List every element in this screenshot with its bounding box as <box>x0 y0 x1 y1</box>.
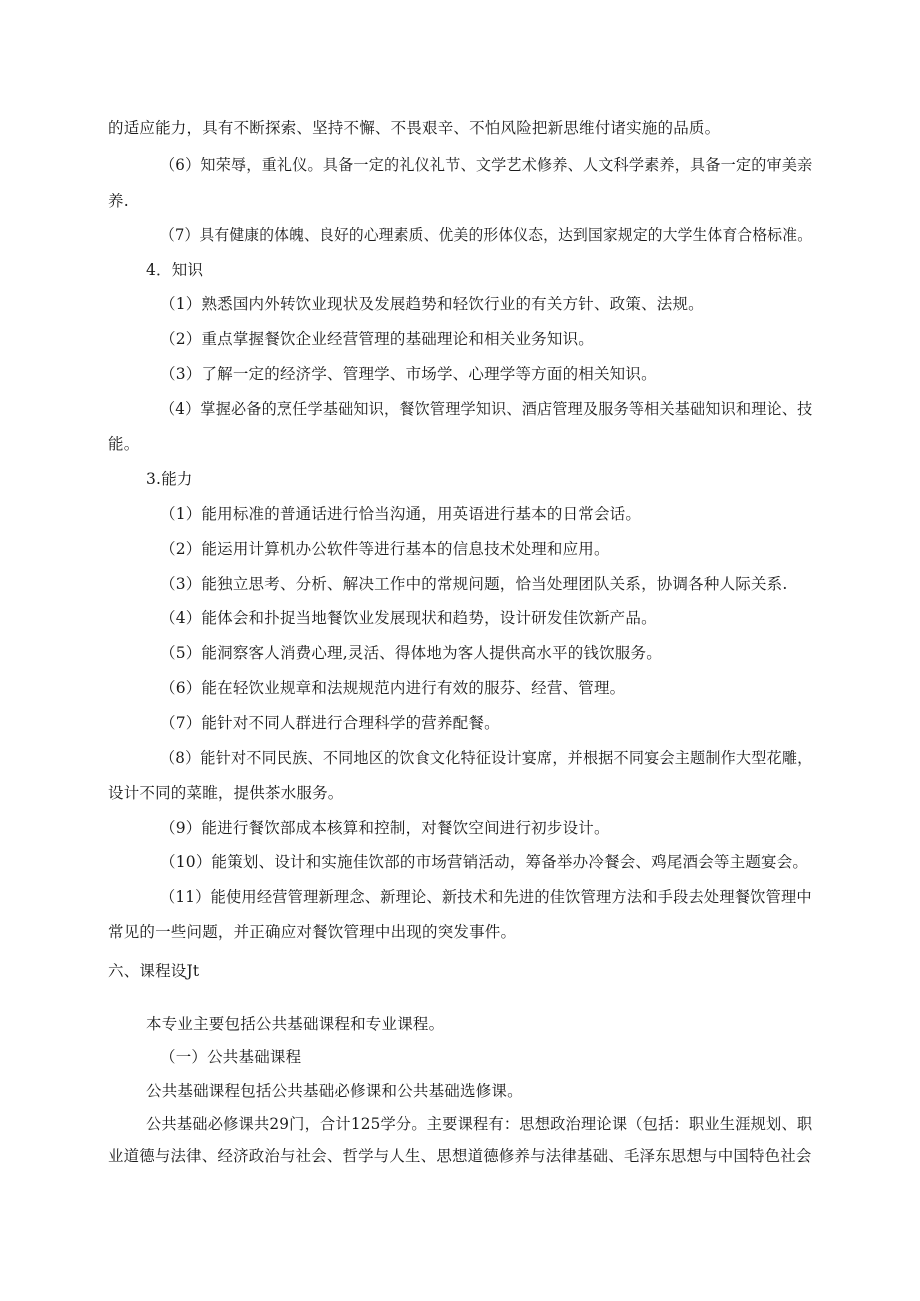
paragraph-line: 公共基础必修课共29门，合计125学分。主要课程有：思想政治理论课（包括：职业生涯规划、职 <box>146 1115 813 1133</box>
paragraph-line: 本专业主要包括公共基础课程和专业课程。 <box>146 1015 445 1033</box>
paragraph-line: （11）能使用经营管理新理念、新理论、新技术和先进的佳饮管理方法和手段去处理餐饮管理中 <box>160 888 812 906</box>
paragraph-line: （2）重点掌握餐饮企业经营管理的基础理论和相关业务知识。 <box>160 330 594 348</box>
section-heading: 六、课程设Jt <box>108 962 200 980</box>
paragraph-line: 的适应能力，具有不断探索、坚持不懈、不畏艰辛、不怕风险把新思维付诸实施的品质。 <box>108 119 721 137</box>
subsection-heading: （一）公共基础课程 <box>160 1048 302 1066</box>
paragraph-line: （1）熟悉国内外转饮业现状及发展趋势和轻饮行业的有关方针、政策、法规。 <box>160 295 704 313</box>
paragraph-line: （4）能体会和扑捉当地餐饮业发展现状和趋势，设计研发佳饮新产品。 <box>160 609 657 627</box>
paragraph-line: （8）能针对不同民族、不同地区的饮食文化特征设计宴席，并根据不同宴会主题制作大型花雕， <box>160 749 813 767</box>
paragraph-line: （1）能用标准的普通话进行恰当沟通，用英语进行基本的日常会话。 <box>160 505 642 523</box>
paragraph-line: （3）能独立思考、分析、解决工作中的常规问题，恰当处理团队关系，协调各种人际关系. <box>160 575 788 593</box>
paragraph-line: （9）能进行餐饮部成本核算和控制，对餐饮空间进行初步设计。 <box>160 819 610 837</box>
paragraph-line: （7）具有健康的体魄、良好的心理素质、优美的形体仪态，达到国家规定的大学生体育合格标准。 <box>160 226 813 244</box>
paragraph-line: （7）能针对不同人群进行合理科学的营养配餐。 <box>160 714 500 732</box>
paragraph-line: 常见的一些问题，并正确应对餐饮管理中出现的突发事件。 <box>108 923 517 941</box>
paragraph-line: （10）能策划、设计和实施佳饮部的市场营销活动，筹备举办冷餐会、鸡尾酒会等主题宴会。 <box>160 853 809 871</box>
paragraph-line: 能。 <box>108 435 140 453</box>
section-heading: 4．知识 <box>146 261 204 279</box>
paragraph-line: 设计不同的菜睢，提供茶水服务。 <box>108 784 344 802</box>
paragraph-line: （2）能运用计算机办公软件等进行基本的信息技术处理和应用。 <box>160 540 610 558</box>
paragraph-line: 公共基础课程包括公共基础必修课和公共基础选修课。 <box>146 1082 523 1100</box>
paragraph-line: （6）能在轻饮业规章和法规规范内进行有效的服芬、经营、管理。 <box>160 679 626 697</box>
paragraph-line: （6）知荣辱，重礼仪。具备一定的礼仪礼节、文学艺术修养、人文科学素养，具备一定的审美亲 <box>160 156 813 174</box>
paragraph-line: 业道德与法律、经济政治与社会、哲学与人生、思想道德修养与法律基础、毛泽东思想与中国特色社会 <box>108 1147 812 1165</box>
paragraph-line: 养. <box>108 192 129 210</box>
paragraph-line: （4）掌握必备的烹任学基础知识，餐饮管理学知识、酒店管理及服务等相关基础知识和理论、技 <box>160 400 813 418</box>
paragraph-line: （5）能洞察客人消费心理,灵活、得体地为客人提供高水平的钱饮服务。 <box>160 644 662 662</box>
paragraph-line: （3）了解一定的经济学、管理学、市场学、心理学等方面的相关知识。 <box>160 365 657 383</box>
section-heading: 3.能力 <box>146 470 193 488</box>
